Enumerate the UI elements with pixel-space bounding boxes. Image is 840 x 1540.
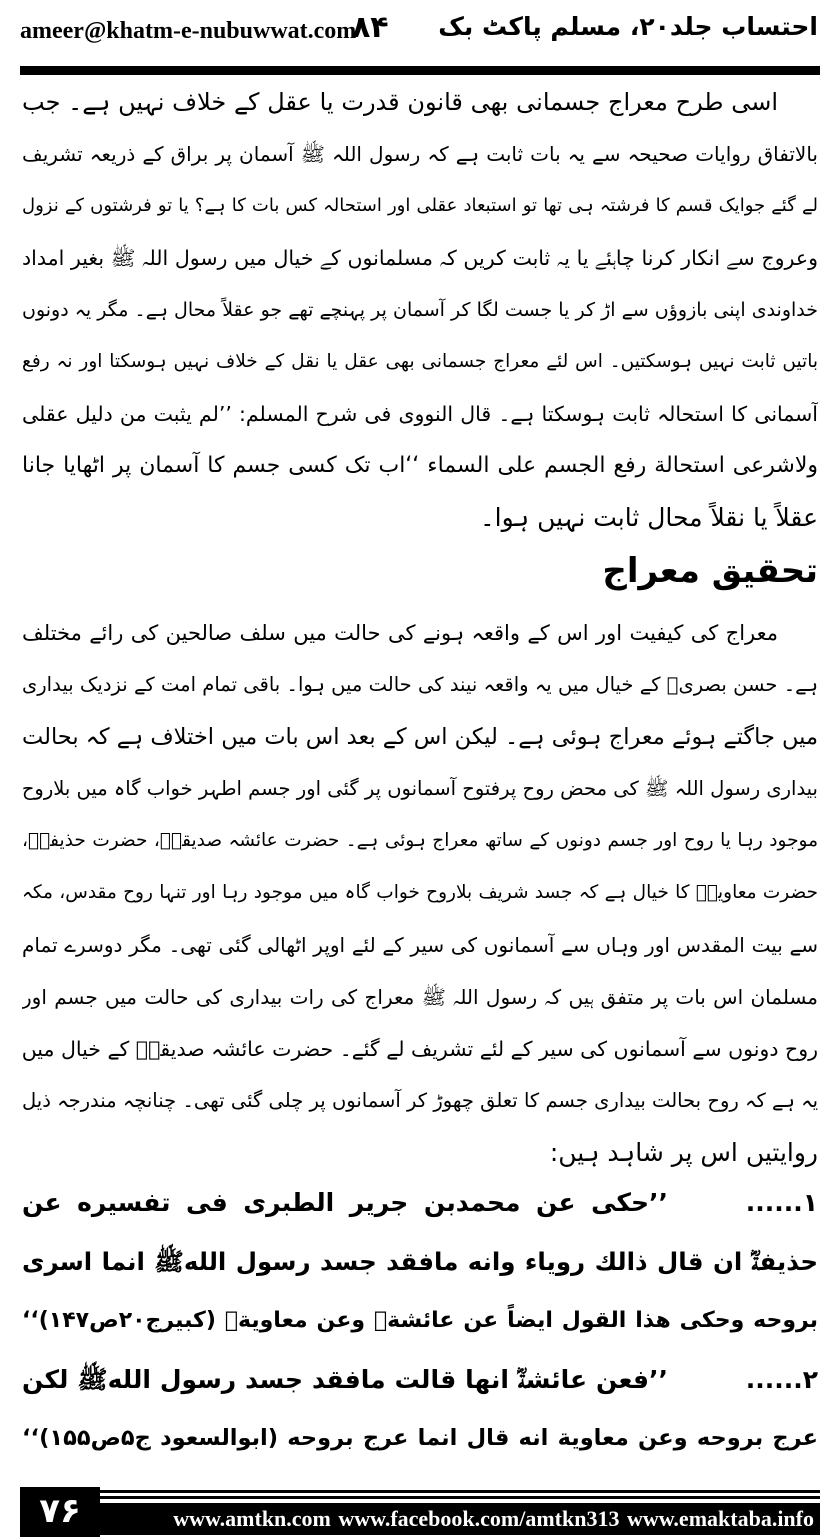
text-line: موجود رہا یا روح اور جسم دونوں کے ساتھ معراج ہوئی ہے۔ حضرت عائشہ صدیقہؓ، حضرت حذیفہؓ، xyxy=(22,830,818,851)
text-line: روح دونوں سے آسمانوں کی سیر کے لئے تشریف لے گئے۔ حضرت عائشہ صدیقہؓ کے خیال میں xyxy=(22,1037,818,1061)
text-line: حضرت معاویہؓ کا خیال ہے کہ جسد شریف بلاروح خواب گاہ میں موجود رہا اور تنہا روح مقدس، مکہ xyxy=(22,882,818,903)
text-line: روایتیں اس پر شاہد ہیں: xyxy=(549,1138,818,1167)
quote-number: ۲...... xyxy=(745,1365,818,1394)
text-line: میں جاگتے ہوئے معراج ہوئی ہے۔ لیکن اس کے بعد اس بات میں اختلاف ہے کہ بحالت xyxy=(22,724,818,750)
text-line: ولاشرعی استحالة رفع الجسم علی السماء ‘‘اب تک کسی جسم کا آسمان پر اٹھایا جانا xyxy=(22,453,818,478)
text-line: وعروج سے انکار کرنا چاہئے یا یہ ثابت کریں کہ مسلمانوں کے خیال میں رسول اللہ ﷺ بغیر امداد xyxy=(22,246,818,270)
text-line: خداوندی اپنی بازوؤں سے اڑ کر یا جست لگا کر آسمان پر پہنچے تھے جو عقلاً محال ہے۔ مگر یہ دونوں xyxy=(22,299,818,321)
text-line: حذیفةؓ ان قال ذالك رویاء وانه مافقد جسد رسول اللهﷺ انما اسری xyxy=(22,1247,818,1276)
text-line: ’’حکی عن محمدبن جریر الطبری فی تفسیره عن xyxy=(22,1188,668,1217)
header-page-number: ۸۴ xyxy=(352,10,389,45)
text-line: بروحه وحکی هذا القول ایضاً عن عائشةؓ وعن معاویةؓ (کبیرج۲۰ص۱۴۷)‘‘ xyxy=(22,1308,818,1333)
text-line: ہے۔ حسن بصریؒ کے خیال میں یہ واقعہ نیند کی حالت میں ہوا۔ باقی تمام امت کے نزدیک بیداری xyxy=(22,673,818,696)
text-line: بیداری رسول اللہ ﷺ کی محض روح پرفتوح آسمانوں پر گئی اور جسم اطہر خواب گاہ میں بلاروح xyxy=(22,777,818,800)
text-line: آسمانی کا استحالہ ثابت ہوسکتا ہے۔ قال النووی فی شرح المسلم: ’’لم یثبت من دلیل عقلی xyxy=(22,402,818,426)
header-email: ameer@khatm-e-nubuwwat.com xyxy=(20,18,357,44)
text-line: سے بیت المقدس اور وہاں سے آسمانوں کی سیر کے لئے اوپر اٹھالی گئی تھی۔ مگر دوسرے تمام xyxy=(22,933,818,957)
paragraph-2 xyxy=(22,607,818,1179)
header-divider xyxy=(20,66,820,75)
footer-divider xyxy=(100,1490,820,1493)
quote-1-first-line xyxy=(22,1173,818,1232)
quote-2-first-line xyxy=(22,1350,818,1409)
text-line: معراج کی کیفیت اور اس کے واقعہ ہونے کی حالت میں سلف صالحین کی رائے مختلف xyxy=(22,621,778,645)
footer-divider xyxy=(100,1496,820,1499)
text-line: لے گئے جوایک قسم کا فرشتہ ہی تھا تو استبعاد عقلی اور استحالہ کس بات کا ہے؟ یا تو فرشتوں کے نزول xyxy=(22,195,818,216)
text-line: بالاتفاق روایات صحیحہ سے یہ بات ثابت ہے کہ رسول اللہ ﷺ آسمان پر براق کے ذریعہ تشریف xyxy=(22,142,818,166)
header-book-title: احتساب جلد۲۰، مسلم پاکٹ بک xyxy=(438,12,818,41)
text-line: عرج بروحه وعن معاویة انه قال انما عرج بروحه (ابوالسعود ج۵ص۱۵۵)‘‘ xyxy=(22,1425,818,1451)
text-line: باتیں ثابت نہیں ہوسکتیں۔ اس لئے معراج جسمانی بھی عقل یا نقل کے خلاف نہیں ہوسکتا اور نہ رفع xyxy=(22,351,818,372)
arabic-quotes xyxy=(22,1173,818,1468)
quote-number: ۱...... xyxy=(745,1188,818,1217)
footer-page-number: ۷۶ xyxy=(20,1487,100,1537)
text-line: عقلاً یا نقلاً محال ثابت نہیں ہوا۔ xyxy=(480,503,818,532)
paragraph-1 xyxy=(22,76,818,544)
text-line: اسی طرح معراج جسمانی بھی قانون قدرت یا عقل کے خلاف نہیں ہے۔ جب xyxy=(22,88,778,116)
footer-links: www.amtkn.com www.facebook.com/amtkn313 www.emaktaba.info xyxy=(100,1503,820,1535)
text-line: یہ ہے کہ روح بحالت بیداری جسم کا تعلق چھوڑ کر آسمانوں پر چلی گئی تھی۔ چنانچہ مندرجہ ذیل xyxy=(22,1089,818,1112)
section-heading: تحقیق معراج xyxy=(602,551,818,591)
text-line: مسلمان اس بات پر متفق ہیں کہ رسول اللہ ﷺ معراج کی رات بیداری کی حالت میں جسم اور xyxy=(22,985,818,1009)
text-line: ’’فعن عائشةؓ انها قالت مافقد جسد رسول اللهﷺ لکن xyxy=(22,1365,668,1394)
